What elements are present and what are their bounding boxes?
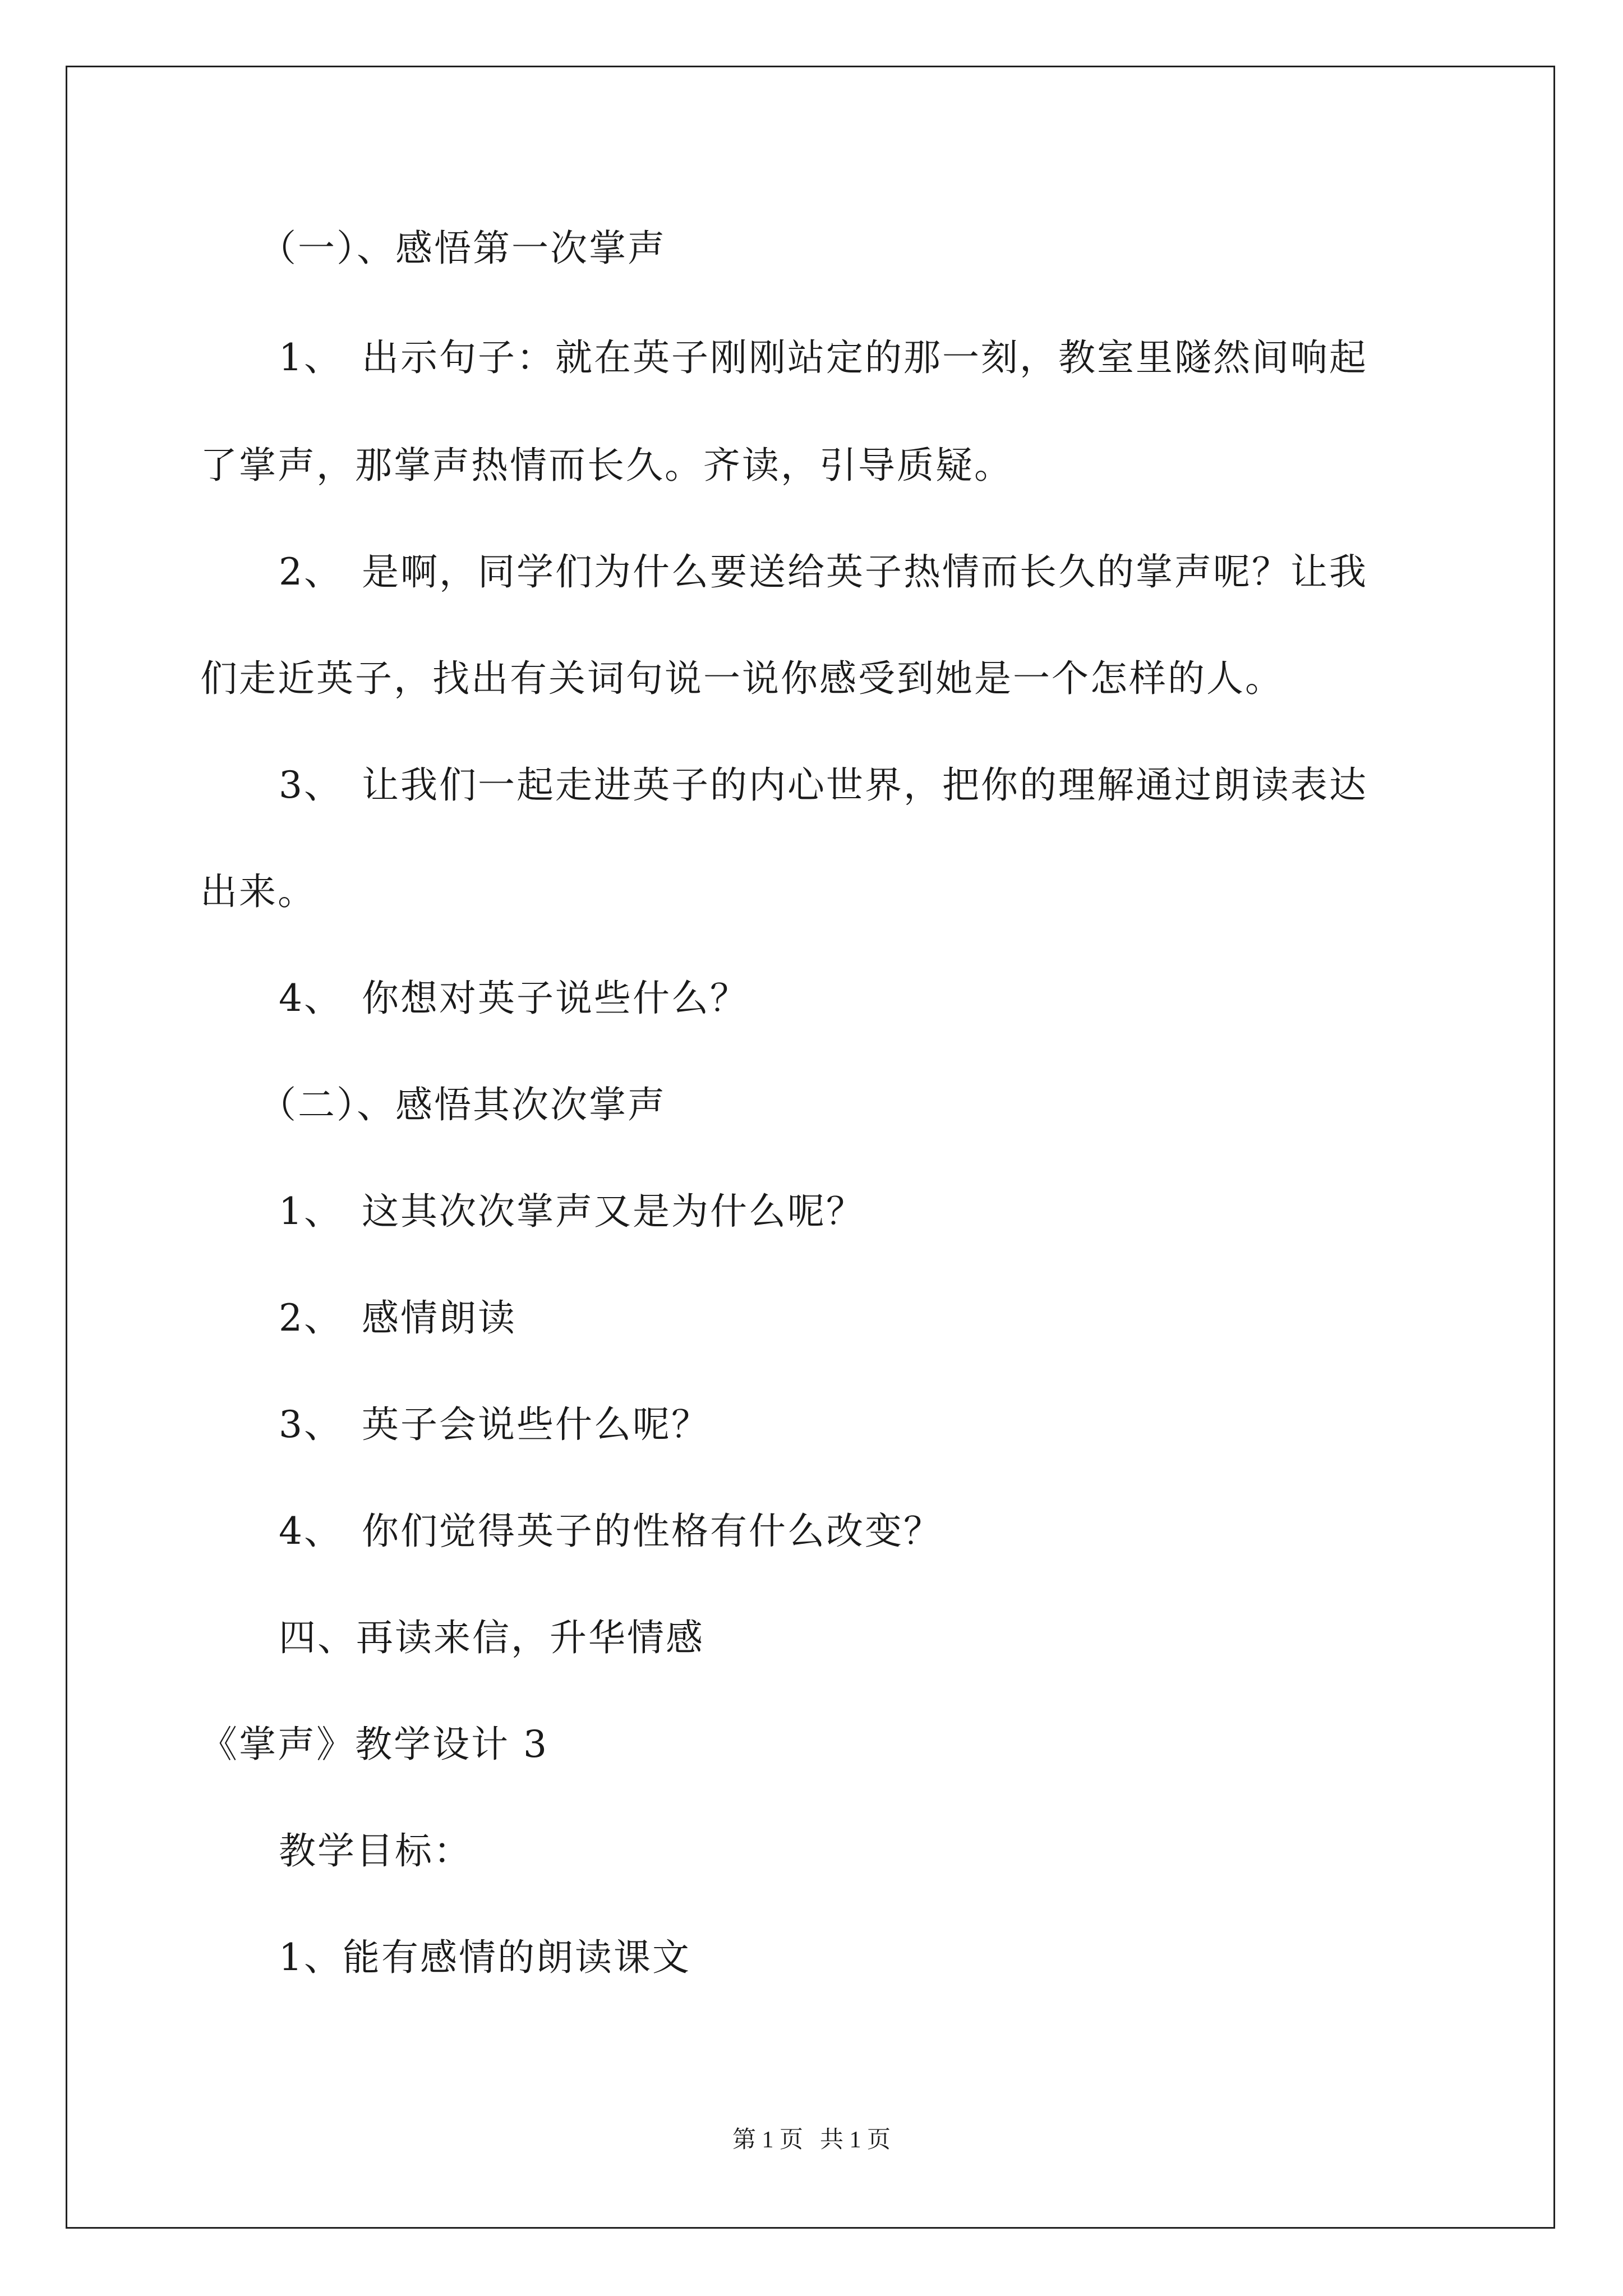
list-number: 2、 bbox=[279, 550, 343, 593]
paragraph-2-line-2: 们走近英子，找出有关词句说一说你感受到她是一个怎样的人。 bbox=[200, 657, 1284, 700]
paragraph-4 bbox=[279, 973, 749, 1024]
document-title: 《掌声》教学设计 3 bbox=[200, 1723, 548, 1766]
question-2 bbox=[279, 1293, 517, 1343]
paragraph-text: 你们觉得英子的性格有什么改变？ bbox=[362, 1510, 942, 1553]
list-number: 1、 bbox=[279, 1190, 343, 1233]
question-4 bbox=[279, 1506, 942, 1557]
paragraph-3-line-2: 出来。 bbox=[200, 870, 316, 913]
question-3 bbox=[279, 1400, 710, 1450]
paragraph-3-line-1 bbox=[279, 760, 1368, 811]
list-number: 4、 bbox=[279, 977, 343, 1020]
list-number: 2、 bbox=[279, 1296, 343, 1340]
paragraph-1-line-2: 了掌声，那掌声热情而长久。齐读，引导质疑。 bbox=[200, 444, 1013, 487]
page-border bbox=[66, 66, 1555, 2229]
question-1 bbox=[279, 1186, 865, 1237]
list-number: 3、 bbox=[279, 763, 343, 807]
list-number: 1、 bbox=[279, 336, 343, 379]
paragraph-text: 让我们一起走进英子的内心世界，把你的理解通过朗读表达 bbox=[362, 763, 1368, 807]
goal-item-1: 1、能有感情的朗读课文 bbox=[279, 1936, 691, 1979]
paragraph-text: 感情朗读 bbox=[362, 1296, 517, 1340]
paragraph-2-line-1 bbox=[279, 547, 1368, 597]
page-number: 第 1 页 bbox=[732, 2127, 803, 2153]
list-number: 4、 bbox=[279, 1510, 343, 1553]
paragraph-text: 出示句子：就在英子刚刚站定的那一刻，教室里隧然间响起 bbox=[362, 336, 1368, 379]
list-number: 3、 bbox=[279, 1403, 343, 1446]
paragraph-text: 是啊，同学们为什么要送给英子热情而长久的掌声呢？让我 bbox=[362, 550, 1368, 593]
paragraph-text: 你想对英子说些什么？ bbox=[362, 977, 749, 1020]
page-footer bbox=[0, 2123, 1623, 2157]
paragraph-text: 这其次次掌声又是为什么呢？ bbox=[362, 1190, 865, 1233]
goals-heading: 教学目标： bbox=[279, 1829, 472, 1872]
paragraph-1-line-1 bbox=[279, 333, 1368, 383]
paragraph-text: 英子会说些什么呢？ bbox=[362, 1403, 710, 1446]
page-total: 共 1 页 bbox=[820, 2127, 891, 2153]
section-heading-2: （二）、感悟其次次掌声 bbox=[259, 1083, 666, 1126]
section-heading-3: 四、再读来信，升华情感 bbox=[279, 1616, 704, 1659]
section-heading-1: （一）、感悟第一次掌声 bbox=[259, 227, 666, 270]
